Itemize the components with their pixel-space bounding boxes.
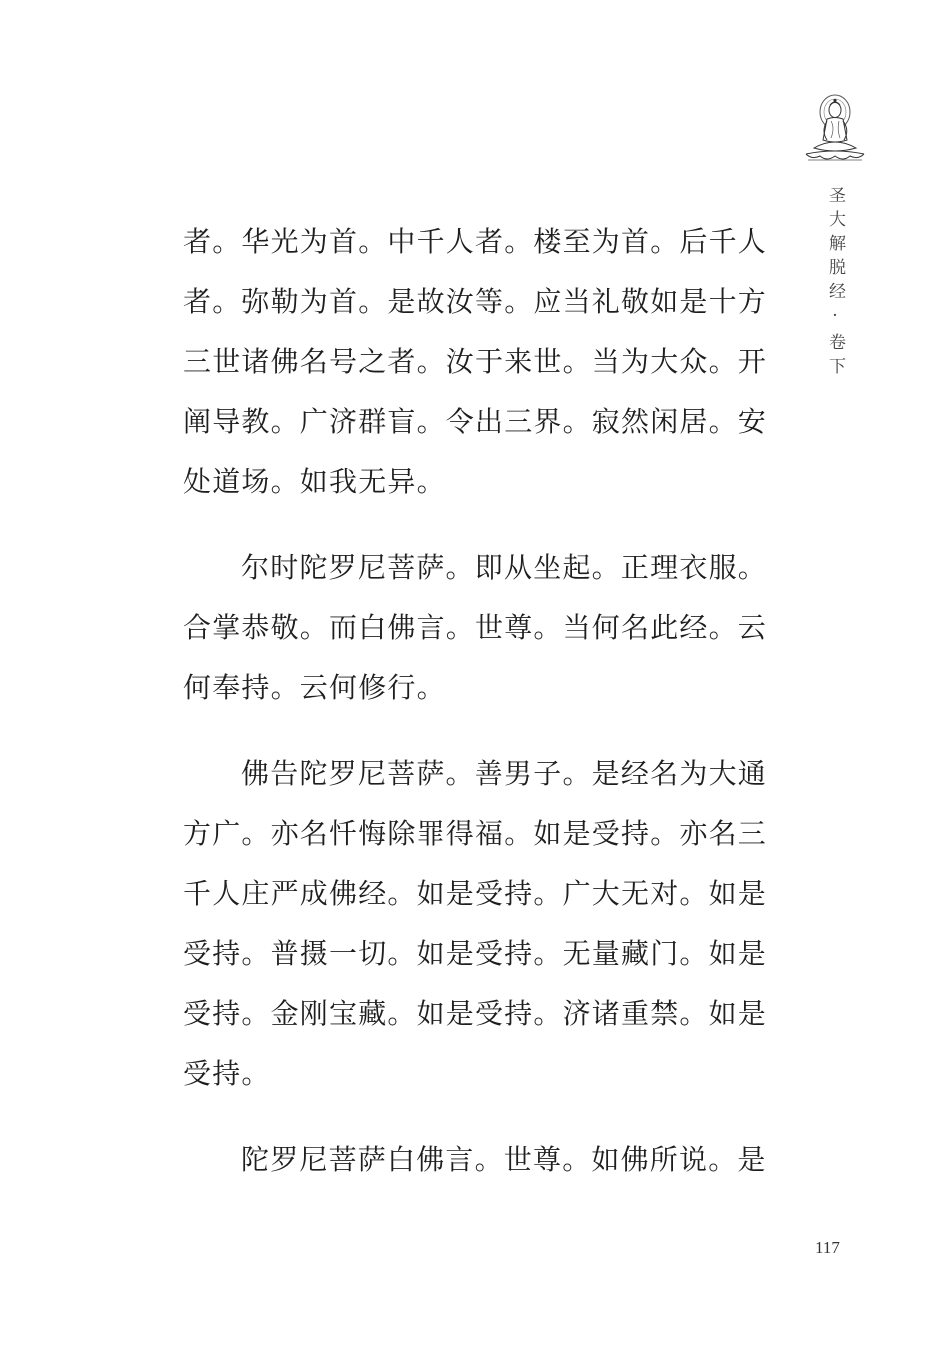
- paragraph-1: 者。华光为首。中千人者。楼至为首。后千人者。弥勒为首。是故汝等。应当礼敬如是十方三世诸佛名号之者。汝于来世。当为大众。开阐导教。广济群盲。令出三界。寂然闲居。安处道场。如我无异。: [183, 225, 768, 498]
- running-title: 圣大解脱经·卷下: [825, 186, 845, 381]
- paragraph-4: 陀罗尼菩萨白佛言。世尊。如佛所说。是: [241, 1143, 767, 1176]
- page-number: 117: [815, 1238, 840, 1257]
- body-text: [183, 212, 767, 1216]
- buddha-seated-icon: [800, 88, 870, 168]
- paragraph-2: 尔时陀罗尼菩萨。即从坐起。正理衣服。合掌恭敬。而白佛言。世尊。当何名此经。云何奉持。云何修行。: [183, 551, 768, 704]
- paragraph-3: 佛告陀罗尼菩萨。善男子。是经名为大通方广。亦名忏悔除罪得福。如是受持。亦名三千人庄严成佛经。如是受持。广大无对。如是受持。普摄一切。如是受持。无量藏门。如是受持。金刚宝藏。如是受持。济诸重禁。如是受持。: [183, 757, 768, 1090]
